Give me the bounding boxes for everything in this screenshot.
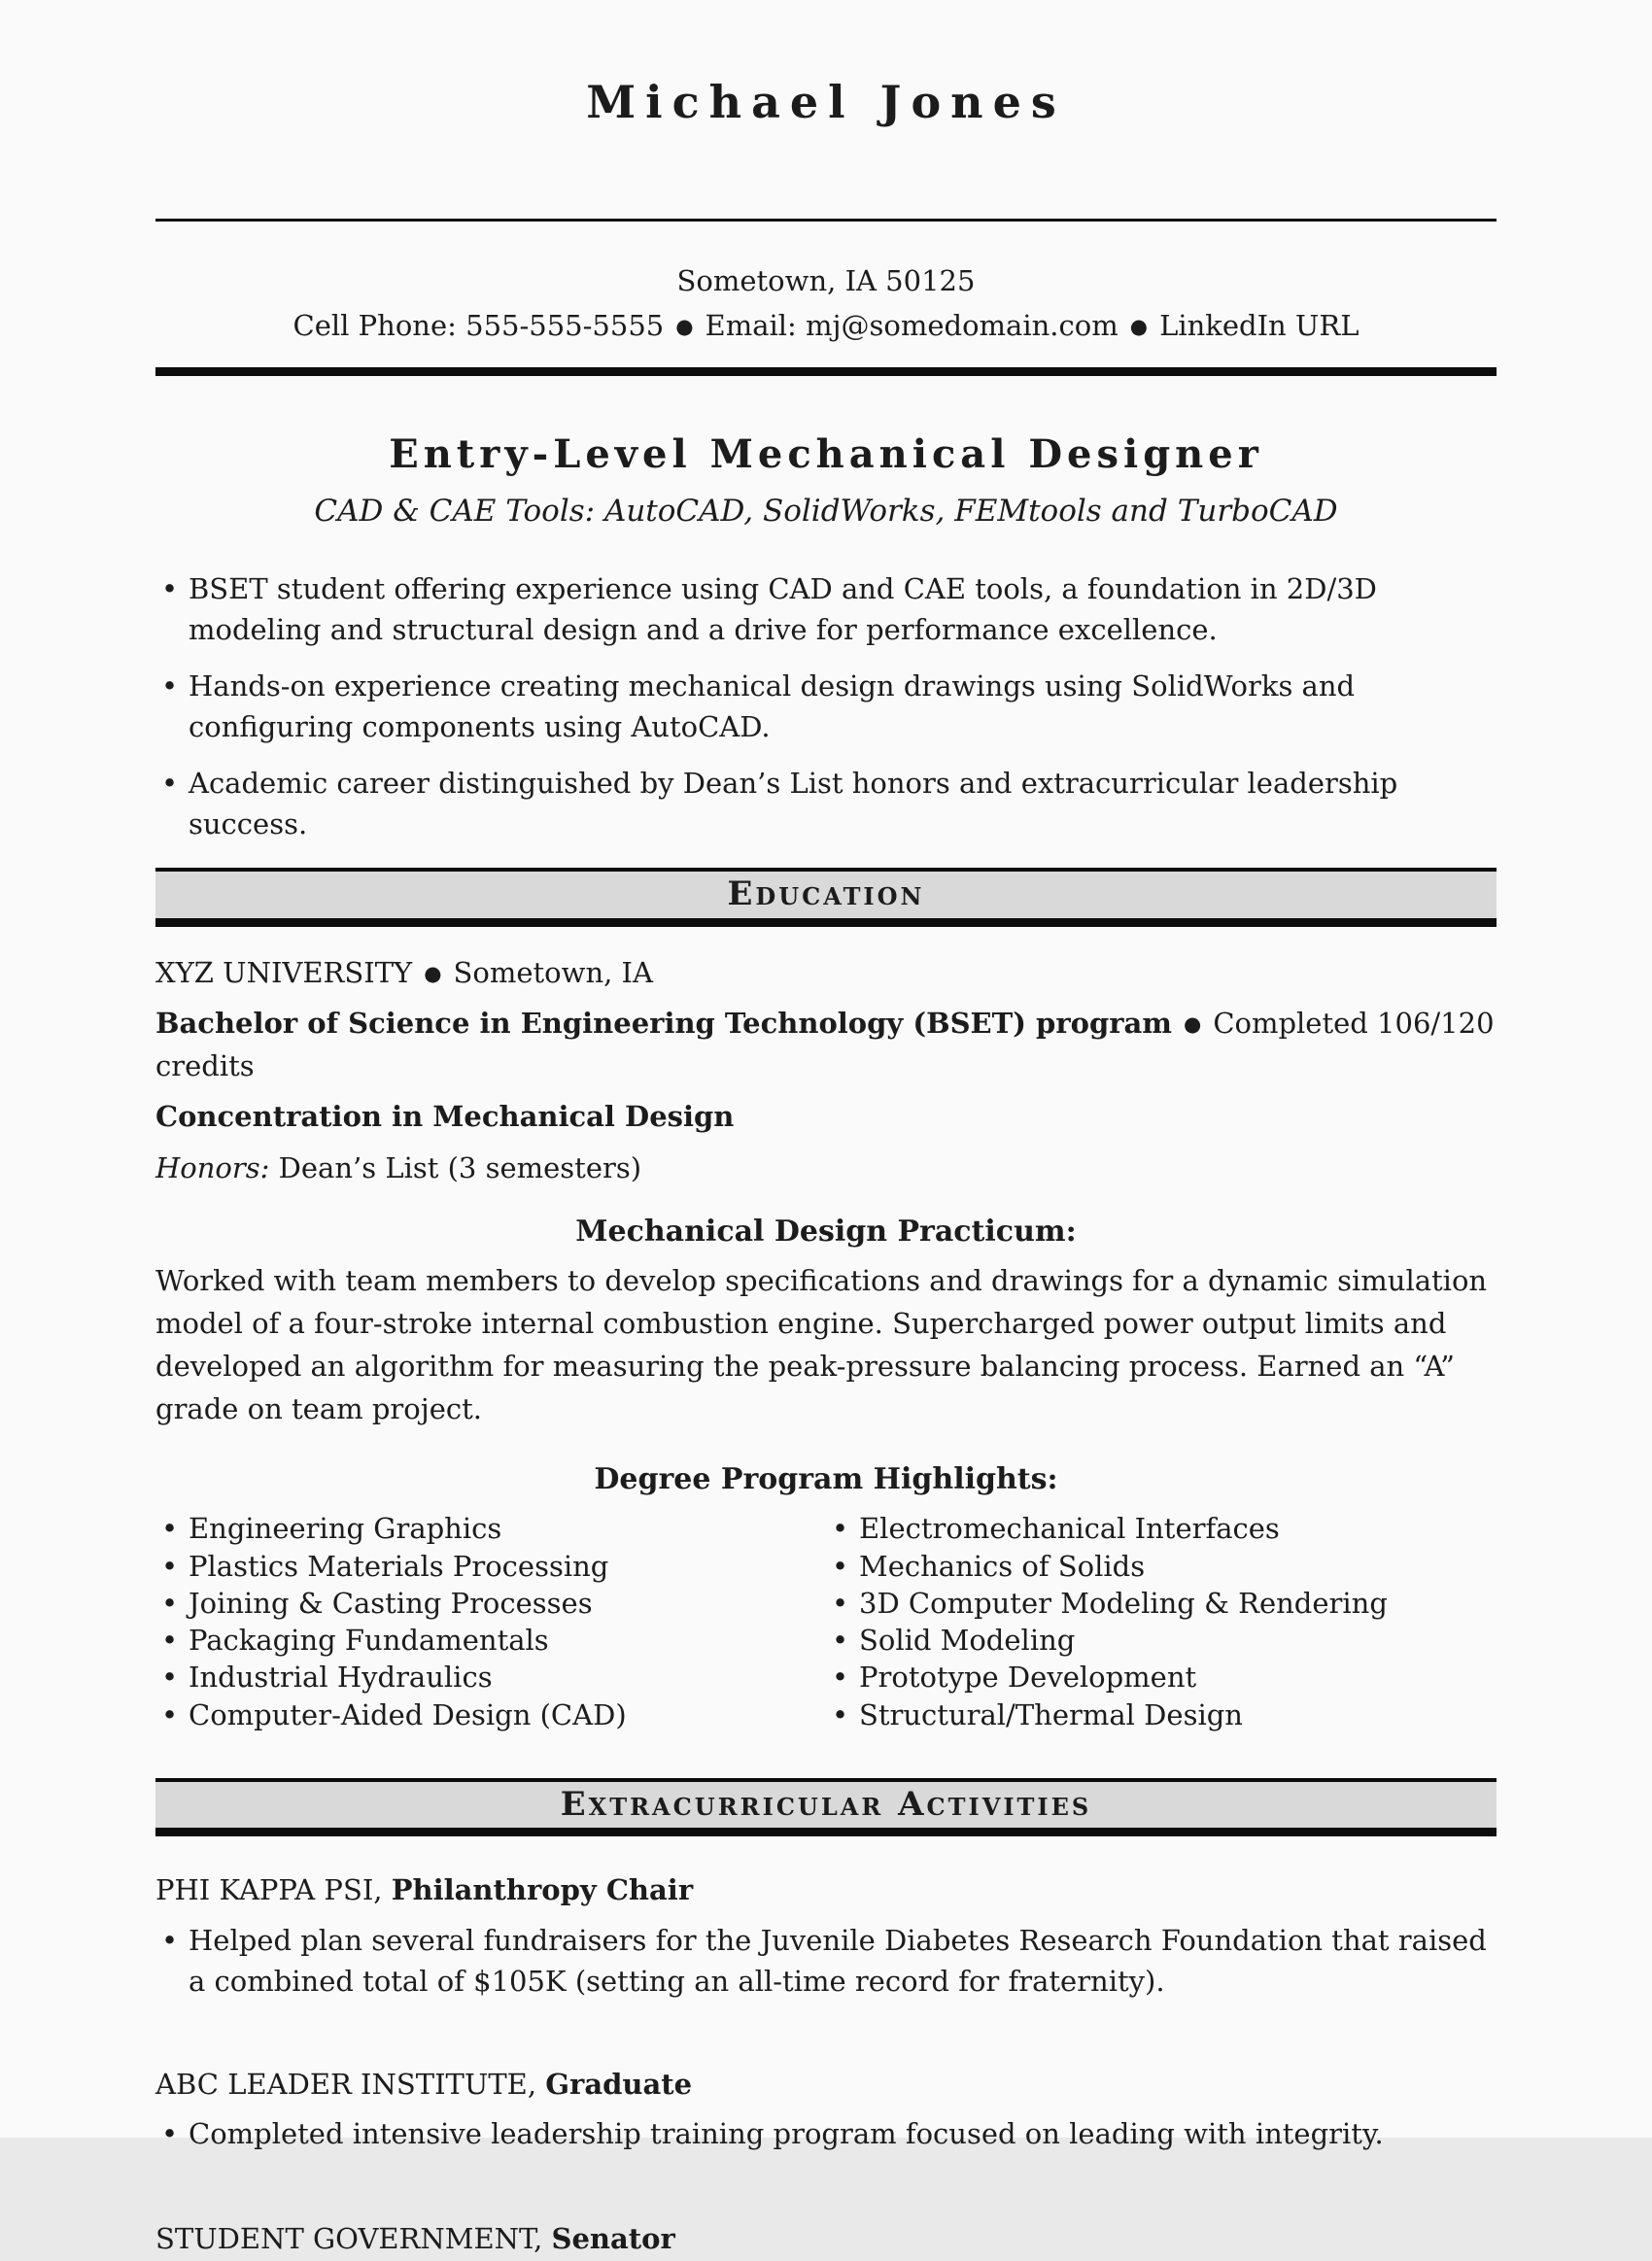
degree-line	[155, 1003, 1497, 1087]
contact-line	[155, 305, 1497, 348]
email-text: Email: mj@somedomain.com	[705, 308, 1119, 342]
highlight-item: • Computer-Aided Design (CAD)	[155, 1696, 826, 1733]
section-header-education: Education	[155, 868, 1497, 926]
highlight-item: • Electromechanical Interfaces	[826, 1510, 1497, 1547]
summary-list	[155, 568, 1497, 844]
resume-content	[155, 76, 1497, 2261]
org-line	[155, 1869, 1497, 1912]
degree-name: Bachelor of Science in Engineering Technology (BSET) program	[155, 1007, 1172, 1040]
job-title: Entry-Level Mechanical Designer	[389, 431, 1263, 478]
entry-bullet: • Completed intensive leadership training program focused on leading with integrity.	[155, 2113, 1497, 2154]
separator-dot-icon: ●	[1129, 314, 1149, 338]
org-role: Senator	[551, 2222, 675, 2256]
highlight-item: • Industrial Hydraulics	[155, 1659, 826, 1696]
school-location: Sometown, IA	[453, 955, 653, 989]
highlight-item: • Engineering Graphics	[155, 1510, 826, 1547]
practicum-body: Worked with team members to develop specifications and drawings for a dynamic simulation model of a four-stroke internal combustion engine. Supercharged power output limits and developed an algorithm for measuring the peak-pressure balancing process. Earned an “A” grade on team project.	[155, 1263, 1488, 1425]
highlights-heading: Degree Program Highlights:	[594, 1461, 1058, 1496]
separator-dot-icon: ●	[424, 961, 442, 985]
extracurricular-entry	[155, 1869, 1497, 2002]
highlights-columns	[155, 1510, 1497, 1733]
honors-value: Dean’s List (3 semesters)	[278, 1150, 642, 1184]
cell-phone-text: Cell Phone: 555-555-5555	[293, 308, 665, 342]
highlight-item: • Packaging Fundamentals	[155, 1622, 826, 1659]
highlight-item: • Plastics Materials Processing	[155, 1548, 826, 1585]
location-line: Sometown, IA 50125	[676, 264, 976, 298]
org-line	[155, 2064, 1497, 2107]
practicum-heading: Mechanical Design Practicum:	[575, 1215, 1077, 1249]
highlight-item: • Mechanics of Solids	[826, 1548, 1497, 1585]
org-role: Graduate	[545, 2067, 693, 2101]
highlight-item: • Solid Modeling	[826, 1622, 1497, 1659]
school-name: XYZ UNIVERSITY	[155, 955, 413, 989]
honors-label: Honors:	[155, 1150, 270, 1184]
entry-bullet-list	[155, 2113, 1497, 2154]
section-header-extracurricular: Extracurricular Activities	[155, 1778, 1497, 1836]
concentration-line: Concentration in Mechanical Design	[155, 1100, 735, 1133]
header-rule-thick	[155, 367, 1497, 376]
highlights-left-column	[155, 1510, 826, 1733]
school-line	[155, 952, 1497, 995]
org-name: STUDENT GOVERNMENT,	[155, 2222, 543, 2256]
extracurricular-entry	[155, 2064, 1497, 2155]
highlight-item: • Structural/Thermal Design	[826, 1696, 1497, 1733]
honors-line	[155, 1148, 1497, 1190]
job-subtitle: CAD & CAE Tools: AutoCAD, SolidWorks, FEMtools and TurboCAD	[314, 494, 1338, 530]
education-block	[155, 952, 1497, 1190]
summary-item: • Academic career distinguished by Dean’s List honors and extracurricular leadership success.	[155, 763, 1497, 844]
org-role: Philanthropy Chair	[391, 1873, 694, 1906]
separator-dot-icon: ●	[1183, 1012, 1202, 1036]
org-name: ABC LEADER INSTITUTE,	[155, 2067, 537, 2101]
summary-item: • Hands-on experience creating mechanical design drawings using SolidWorks and configuring components using AutoCAD.	[155, 666, 1497, 747]
entry-bullet: • Helped plan several fundraisers for the Juvenile Diabetes Research Foundation that raised a combined total of $105K (setting an all-time record for fraternity).	[155, 1920, 1497, 2002]
separator-dot-icon: ●	[675, 314, 694, 338]
org-name: PHI KAPPA PSI,	[155, 1873, 383, 1906]
highlight-item: • 3D Computer Modeling & Rendering	[826, 1585, 1497, 1622]
highlight-item: • Prototype Development	[826, 1659, 1497, 1696]
entry-bullet-list	[155, 1920, 1497, 2002]
header-rule-thin	[155, 219, 1497, 222]
extracurricular-entry	[155, 2218, 1497, 2261]
degree-status: Completed 106/120 credits	[155, 1007, 1495, 1082]
highlight-item: • Joining & Casting Processes	[155, 1585, 826, 1622]
linkedin-text: LinkedIn URL	[1159, 308, 1359, 342]
org-line	[155, 2218, 1497, 2261]
summary-item: • BSET student offering experience using CAD and CAE tools, a foundation in 2D/3D modeling and structural design and a drive for performance excellence.	[155, 568, 1497, 650]
candidate-name: Michael Jones	[586, 76, 1066, 128]
highlights-right-column	[826, 1510, 1497, 1733]
